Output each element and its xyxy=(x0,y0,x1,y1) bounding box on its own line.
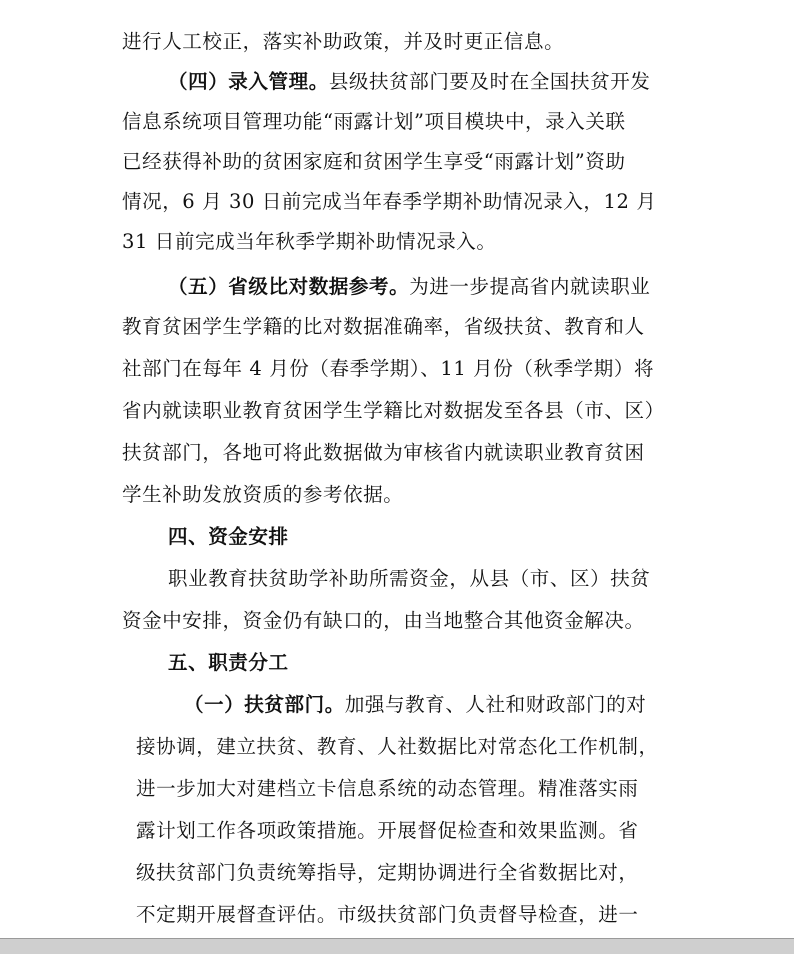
paragraph-line xyxy=(136,735,659,759)
paragraph-line xyxy=(122,110,626,134)
paragraph-line xyxy=(122,441,645,465)
line-text: 信息系统项目管理功能“雨露计划”项目模块中，录入关联 xyxy=(122,110,626,133)
line-text: 资金中安排，资金仍有缺口的，由当地整合其他资金解决。 xyxy=(122,609,645,632)
paragraph-line xyxy=(122,30,564,54)
paragraph-line xyxy=(136,861,639,885)
paragraph-line xyxy=(136,903,639,927)
line-text: 省内就读职业教育贫困学生学籍比对数据发至各县（市、区） xyxy=(122,399,665,422)
paragraph-line xyxy=(184,693,646,717)
paragraph-line xyxy=(122,150,626,174)
paragraph-line xyxy=(122,399,665,423)
line-text: 情况，6 月 30 日前完成当年春季学期补助情况录入，12 月 xyxy=(122,190,657,213)
line-text: 进一步加大对建档立卡信息系统的动态管理。精准落实雨 xyxy=(136,777,639,800)
paragraph-line xyxy=(168,275,650,299)
line-text: 学生补助发放资质的参考依据。 xyxy=(122,483,404,506)
line-text: 进行人工校正，落实补助政策，并及时更正信息。 xyxy=(122,30,565,53)
line-text: 已经获得补助的贫困家庭和贫困学生享受“雨露计划”资助 xyxy=(122,150,626,173)
line-text: 县级扶贫部门要及时在全国扶贫开发 xyxy=(328,70,651,93)
page-bottom-edge xyxy=(0,938,794,954)
line-text: 为进一步提高省内就读职业 xyxy=(409,275,651,298)
paragraph-line xyxy=(122,609,645,633)
section-heading: 五、职责分工 xyxy=(168,651,289,674)
section-lead: （四）录入管理。 xyxy=(168,70,329,93)
paragraph-line xyxy=(122,483,403,507)
line-text: 露计划工作各项政策措施。开展督促检查和效果监测。省 xyxy=(136,819,639,842)
section-lead: （一）扶贫部门。 xyxy=(184,693,345,716)
paragraph-line xyxy=(122,357,654,381)
paragraph-line xyxy=(122,230,497,254)
line-text: 31 日前完成当年秋季学期补助情况录入。 xyxy=(122,230,497,253)
line-text: 加强与教育、人社和财政部门的对 xyxy=(344,693,647,716)
line-text: 社部门在每年 4 月份（春季学期）、11 月份（秋季学期）将 xyxy=(122,357,655,380)
section-lead: （五）省级比对数据参考。 xyxy=(168,275,410,298)
line-text: 教育贫困学生学籍的比对数据准确率，省级扶贫、教育和人 xyxy=(122,315,645,338)
paragraph-line xyxy=(136,777,639,801)
line-text: 接协调，建立扶贫、教育、人社数据比对常态化工作机制， xyxy=(136,735,659,758)
line-text: 级扶贫部门负责统筹指导，定期协调进行全省数据比对， xyxy=(136,861,639,884)
paragraph-line xyxy=(122,190,656,214)
line-text: 职业教育扶贫助学补助所需资金，从县（市、区）扶贫 xyxy=(168,567,651,590)
line-text: 扶贫部门，各地可将此数据做为审核省内就读职业教育贫困 xyxy=(122,441,645,464)
paragraph-line xyxy=(168,70,650,94)
paragraph-line xyxy=(122,315,645,339)
line-text: 不定期开展督查评估。市级扶贫部门负责督导检查，进一 xyxy=(136,903,639,926)
paragraph-line xyxy=(168,567,650,591)
paragraph-line xyxy=(136,819,639,843)
section-heading: 四、资金安排 xyxy=(168,525,289,548)
